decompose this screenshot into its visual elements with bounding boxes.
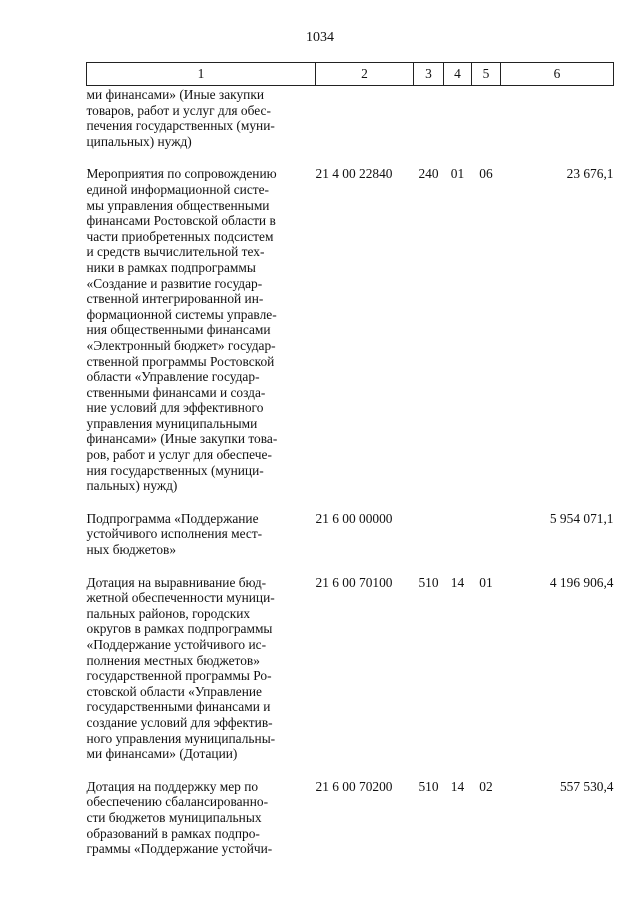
table-row <box>87 86 614 150</box>
table-header <box>87 63 614 86</box>
description-line: части приобретенных подсистем <box>86 228 274 244</box>
row-code: 21 6 00 00000 <box>315 510 393 526</box>
description-line: печения государственных (муни- <box>86 118 275 134</box>
description-line: товаров, работ и услуг для обес- <box>86 102 271 118</box>
description-line: единой информационной систе- <box>86 181 270 197</box>
row-expense-type: 510 <box>418 574 439 590</box>
description-line: Мероприятия по сопровождению <box>86 166 277 182</box>
row-amount <box>501 86 614 150</box>
description-line: финансами Ростовской области в <box>86 213 276 229</box>
row-subsection <box>472 511 501 558</box>
row-amount: 4 196 906,4 <box>549 574 614 590</box>
description-line: мы управления общественными <box>86 197 270 213</box>
description-line: Подпрограмма «Поддержание <box>86 510 259 526</box>
row-amount: 23 676,1 <box>566 166 614 182</box>
page-number: 1034 <box>306 30 334 45</box>
header-col-1: 1 <box>87 63 316 86</box>
table-row <box>87 511 614 558</box>
row-amount: 557 530,4 <box>559 778 614 794</box>
header-col-5: 5 <box>472 63 501 86</box>
table-body <box>87 86 614 857</box>
description-line: «Электронный бюджет» государ- <box>86 337 276 353</box>
table-row <box>87 575 614 762</box>
description-line: ми финансами» (Иные закупки <box>86 87 265 102</box>
description-line: ципальных) нужд) <box>86 133 192 149</box>
row-description <box>87 86 316 150</box>
header-col-6: 6 <box>501 63 614 86</box>
row-code: 21 4 00 22840 <box>315 166 393 182</box>
description-line: ственными финансами и созда- <box>86 384 266 400</box>
description-line: ственной интегрированной ин- <box>86 291 264 307</box>
row-spacer <box>87 762 614 779</box>
description-line: обеспечению сбалансированно- <box>86 794 269 810</box>
description-line: формационной системы управле- <box>86 306 277 322</box>
row-subsection: 01 <box>479 574 493 590</box>
description-line: сти бюджетов муниципальных <box>86 809 262 825</box>
description-line: Дотация на поддержку мер по <box>86 778 259 794</box>
description-line: управления муниципальными <box>86 415 258 431</box>
description-line: финансами» (Иные закупки това- <box>86 431 278 447</box>
description-line: ных бюджетов» <box>86 542 177 558</box>
row-expense-type <box>414 511 444 558</box>
description-line: полнения местных бюджетов» <box>86 652 260 668</box>
row-expense-type: 510 <box>418 778 439 794</box>
header-col-4: 4 <box>444 63 472 86</box>
row-section <box>444 86 472 150</box>
header-col-3: 3 <box>414 63 444 86</box>
description-line: ния общественными финансами <box>86 322 271 338</box>
description-line: устойчивого исполнения мест- <box>86 526 263 542</box>
spacer-cell <box>87 762 614 779</box>
description-line: области «Управление государ- <box>86 369 260 385</box>
description-line: ров, работ и услуг для обеспече- <box>86 447 272 463</box>
row-amount: 5 954 071,1 <box>549 510 614 526</box>
row-description <box>87 779 316 857</box>
description-line: образований в рамках подпро- <box>86 825 260 841</box>
row-section <box>444 511 472 558</box>
description-line: ники в рамках подпрограммы <box>86 259 256 275</box>
row-section: 01 <box>450 166 465 182</box>
description-line: создание условий для эффектив- <box>86 714 273 730</box>
description-line: округов в рамках подпрограммы <box>86 621 273 637</box>
description-line: стовской области «Управление <box>86 683 262 699</box>
description-line: пальных районов, городских <box>86 605 251 621</box>
row-spacer <box>87 149 614 166</box>
description-line: ния государственных (муници- <box>86 462 264 478</box>
description-line: государственной программы Ро- <box>86 668 272 684</box>
budget-table <box>86 62 614 857</box>
row-section: 14 <box>450 574 465 590</box>
row-expense-type <box>414 86 444 150</box>
description-line: ми финансами» (Дотации) <box>86 746 238 762</box>
row-description <box>87 166 316 493</box>
spacer-cell <box>87 558 614 575</box>
description-line: ного управления муниципальны- <box>86 730 276 746</box>
spacer-cell <box>87 494 614 511</box>
description-line: «Поддержание устойчивого ис- <box>86 637 267 652</box>
row-description <box>87 575 316 762</box>
description-line: ние условий для эффективного <box>86 400 264 416</box>
description-line: Дотация на выравнивание бюд- <box>86 574 267 590</box>
row-expense-type: 240 <box>418 166 439 182</box>
description-line: и средств вычислительной тех- <box>86 244 265 260</box>
description-line: жетной обеспеченности муници- <box>86 590 275 606</box>
row-spacer <box>87 494 614 511</box>
row-section: 14 <box>450 778 465 794</box>
header-col-2: 2 <box>316 63 414 86</box>
description-line: пальных) нужд) <box>86 478 178 494</box>
description-line: государственными финансами и <box>86 699 271 715</box>
table-row <box>87 779 614 857</box>
table-row <box>87 166 614 493</box>
row-code <box>316 86 414 150</box>
spacer-cell <box>87 149 614 166</box>
row-code: 21 6 00 70100 <box>315 574 393 590</box>
row-subsection: 02 <box>479 778 493 794</box>
description-line: «Создание и развитие государ- <box>86 275 263 291</box>
description-line: ственной программы Ростовской <box>86 353 275 369</box>
row-description <box>87 511 316 558</box>
row-code: 21 6 00 70200 <box>315 778 393 794</box>
description-line: граммы «Поддержание устойчи- <box>86 841 273 857</box>
row-spacer <box>87 558 614 575</box>
row-subsection <box>472 86 501 150</box>
row-subsection: 06 <box>479 166 493 182</box>
